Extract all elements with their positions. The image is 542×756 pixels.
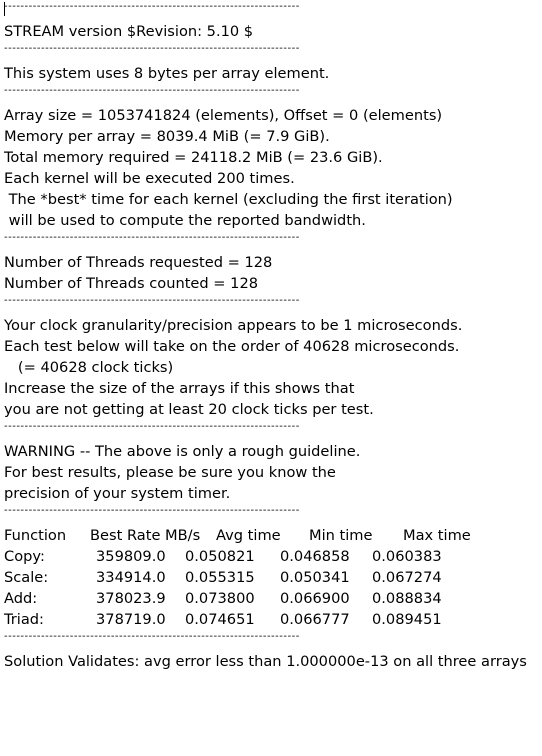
column-header-function: Function [4,527,67,544]
avg-time: 0.073800 [185,590,255,607]
validation-message: Solution Validates: avg error less than 1.000000e-13 on all three arrays [4,653,527,670]
increase-note: Increase the size of the arrays if this shows that [4,380,355,397]
separator-line: ------------------------------------------------------------------------ [4,43,300,54]
column-header-min-time: Min time [309,527,373,544]
function-name: Scale: [4,569,49,586]
separator-line: ------------------------------------------------------------------------ [4,85,300,96]
best-time-note: The *best* time for each kernel (excluding the first iteration) [4,191,453,208]
increase-note: you are not getting at least 20 clock ticks per test. [4,401,374,418]
separator-line: ------------------------------------------------------------------------ [4,1,300,12]
stream-version: STREAM version $Revision: 5.10 $ [4,23,254,40]
table-row [4,588,542,609]
table-row [4,609,542,630]
best-time-note: will be used to compute the reported bandwidth. [4,212,366,229]
memory-per-array: Memory per array = 8039.4 MiB (= 7.9 GiB). [4,128,330,145]
terminal-output [4,0,542,672]
table-row [4,567,542,588]
clock-granularity: Your clock granularity/precision appears to be 1 microseconds. [4,317,463,334]
max-time: 0.088834 [372,590,442,607]
min-time: 0.066777 [280,611,350,628]
function-name: Add: [4,590,38,607]
separator-line: ------------------------------------------------------------------------ [4,421,300,432]
total-memory: Total memory required = 24118.2 MiB (= 23.6 GiB). [4,149,383,166]
table-row [4,546,542,567]
clock-ticks: (= 40628 clock ticks) [4,359,174,376]
function-name: Copy: [4,548,45,565]
results-table [4,525,542,630]
best-rate: 334914.0 [96,569,166,586]
warning-line: precision of your system timer. [4,485,231,502]
results-header-row [4,525,542,546]
max-time: 0.060383 [372,548,442,565]
max-time: 0.067274 [372,569,442,586]
clock-order: Each test below will take on the order of 40628 microseconds. [4,338,460,355]
separator-line: ------------------------------------------------------------------------ [4,631,300,642]
column-header-max-time: Max time [403,527,471,544]
best-rate: 378023.9 [96,590,166,607]
warning-line: WARNING -- The above is only a rough guideline. [4,443,361,460]
column-header-best-rate: Best Rate MB/s [90,527,201,544]
separator-line: ------------------------------------------------------------------------ [4,505,300,516]
min-time: 0.066900 [280,590,350,607]
threads-counted: Number of Threads counted = 128 [4,275,259,292]
avg-time: 0.055315 [185,569,255,586]
array-size: Array size = 1053741824 (elements), Offset = 0 (elements) [4,107,443,124]
kernel-times: Each kernel will be executed 200 times. [4,170,295,187]
best-rate: 378719.0 [96,611,166,628]
avg-time: 0.050821 [185,548,255,565]
column-header-avg-time: Avg time [216,527,281,544]
min-time: 0.050341 [280,569,350,586]
bytes-per-element: This system uses 8 bytes per array element. [4,65,330,82]
best-rate: 359809.0 [96,548,166,565]
function-name: Triad: [4,611,44,628]
threads-requested: Number of Threads requested = 128 [4,254,273,271]
max-time: 0.089451 [372,611,442,628]
min-time: 0.046858 [280,548,350,565]
separator-line: ------------------------------------------------------------------------ [4,295,300,306]
avg-time: 0.074651 [185,611,255,628]
warning-line: For best results, please be sure you know the [4,464,336,481]
separator-line: ------------------------------------------------------------------------ [4,232,300,243]
